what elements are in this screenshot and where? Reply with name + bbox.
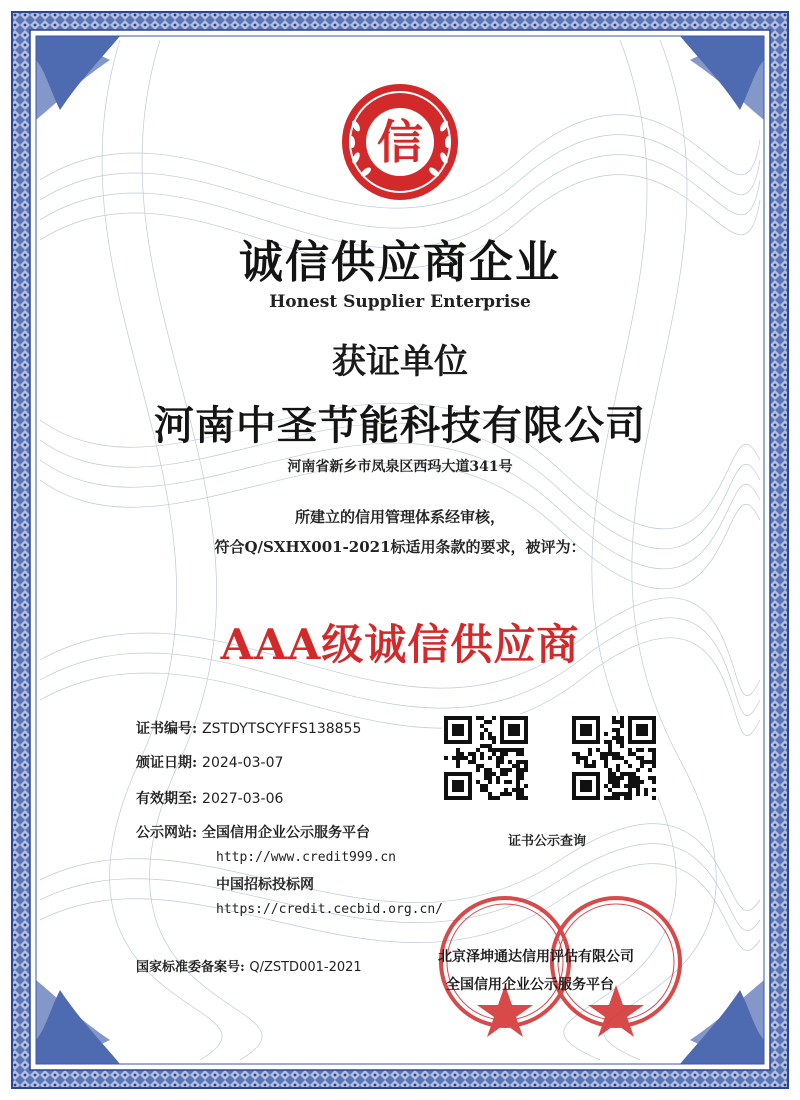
description-line-2: 符合Q/SXHX001-2021标适用条款的要求，被评为： bbox=[214, 538, 586, 556]
site1-name: 全国信用企业公示服务平台 bbox=[202, 825, 371, 841]
expiry-date-label: 有效期至: bbox=[136, 791, 198, 807]
website-row bbox=[136, 822, 370, 842]
cert-number-row bbox=[136, 718, 361, 738]
description-line-1: 所建立的信用管理体系经审核， bbox=[294, 508, 505, 526]
cert-number-value: ZSTDYTSCYFFS138855 bbox=[202, 721, 362, 737]
expiry-date-row bbox=[136, 788, 283, 808]
qr-code-right bbox=[570, 714, 658, 802]
certificate-subtitle-en: Honest Supplier Enterprise bbox=[269, 292, 531, 312]
company-address: 河南省新乡市凤泉区西玛大道341号 bbox=[287, 459, 513, 475]
qr-caption: 证书公示查询 bbox=[508, 834, 587, 849]
record-label: 国家标准委备案号: bbox=[136, 960, 245, 975]
site2-name: 中国招标投标网 bbox=[216, 877, 314, 893]
expiry-date-value: 2027-03-06 bbox=[202, 791, 284, 807]
recipient-label: 获证单位 bbox=[332, 342, 468, 382]
emblem-character: 信 bbox=[377, 115, 423, 169]
record-row bbox=[136, 956, 362, 975]
grade-title: AAA级诚信供应商 bbox=[220, 620, 580, 669]
website-label: 公示网站: bbox=[136, 825, 198, 841]
issue-date-value: 2024-03-07 bbox=[202, 755, 284, 771]
company-name: 河南中圣节能科技有限公司 bbox=[154, 402, 646, 449]
site1-url[interactable]: http://www.credit999.cn bbox=[216, 850, 397, 865]
qr-code-left bbox=[442, 714, 530, 802]
issuer-1: 北京泽坤通达信用评估有限公司 bbox=[438, 949, 634, 965]
issue-date-label: 颁证日期: bbox=[136, 755, 198, 771]
record-value: Q/ZSTD001-2021 bbox=[249, 960, 362, 975]
issuer-2: 全国信用企业公示服务平台 bbox=[446, 977, 614, 993]
site2-url[interactable]: https://credit.cecbid.org.cn/ bbox=[216, 902, 443, 917]
cert-number-label: 证书编号: bbox=[136, 721, 198, 737]
certificate-title: 诚信供应商企业 bbox=[239, 237, 561, 288]
issue-date-row bbox=[136, 752, 283, 772]
